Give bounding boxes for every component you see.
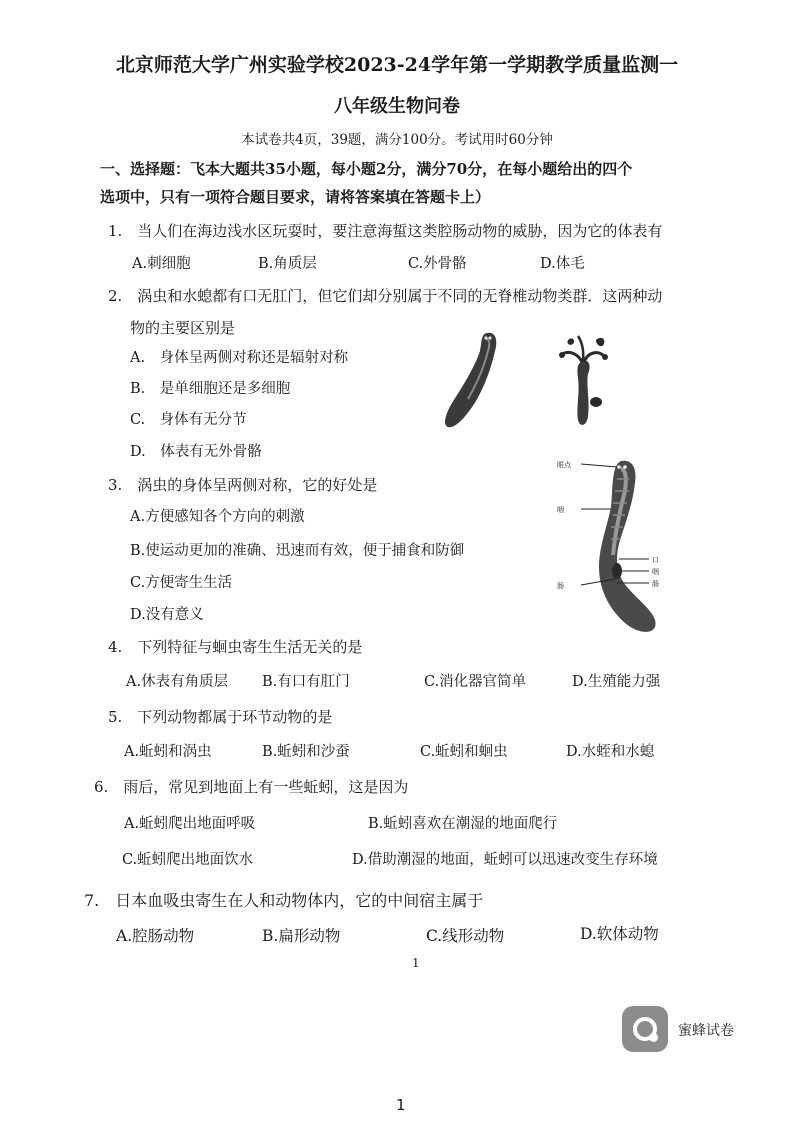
label-gut-small: 肠	[652, 580, 659, 588]
label-pharynx-small: 咽	[652, 568, 659, 576]
exam-title: 北京师范大学广州实验学校2023-24学年第一学期教学质量监测一	[115, 54, 679, 76]
question-4-stem: 4. 下列特征与蛔虫寄生生活无关的是	[108, 638, 363, 656]
question-3-option-c: C.方便寄生生活	[130, 575, 233, 591]
question-2-option-b: B. 是单细胞还是多细胞	[130, 381, 291, 397]
section-heading-line2: 选项中，只有一项符合题目要求，请将答案填在答题卡上）	[100, 188, 491, 206]
question-2-stem: 2. 涡虫和水螅都有口无肛门，但它们却分别属于不同的无脊椎动物类群．这两种动	[108, 287, 663, 305]
question-3-stem: 3. 涡虫的身体呈两侧对称，它的好处是	[108, 476, 378, 494]
question-5-option-c: C.蚯蚓和蛔虫	[420, 744, 508, 760]
question-4-option-a: A.休表有角质层	[126, 674, 229, 690]
question-1-stem: 1. 当人们在海边浅水区玩耍时，要注意海蜇这类腔肠动物的威胁，因为它的体表有	[108, 222, 663, 240]
label-gut: 肠	[557, 582, 564, 590]
exam-info: 本试卷共4页，39题，满分100分。考试用时60分钟	[241, 132, 553, 148]
question-2-stem-cont: 物的主要区别是	[130, 319, 236, 337]
question-1-option-b: B.角质层	[258, 256, 317, 272]
question-6-option-b: B.蚯蚓喜欢在潮湿的地面爬行	[368, 816, 558, 832]
hydra-figure	[548, 328, 618, 438]
label-mouth: 口	[652, 556, 659, 564]
question-1-option-a: A.刺细胞	[132, 256, 191, 272]
question-6-option-c: C.蚯蚓爬出地面饮水	[122, 852, 254, 868]
question-3-option-b: B.使运动更加的准确、迅速而有效，便于捕食和防御	[130, 543, 465, 559]
page-number: 1	[396, 1096, 406, 1114]
question-6-option-a: A.蚯蚓爬出地面呼吸	[124, 816, 256, 832]
question-4-option-b: B.有口有肛门	[262, 674, 350, 690]
question-2-option-d: D. 体表有无外骨骼	[130, 444, 262, 460]
question-2-option-c: C. 身体有无分节	[130, 412, 247, 428]
question-1-option-d: D.体毛	[540, 256, 585, 272]
question-7-option-d: D.软体动物	[580, 925, 659, 943]
label-pharynx: 咽	[557, 506, 564, 514]
question-3-option-d: D.没有意义	[130, 607, 204, 623]
brand-name: 蜜蜂试卷	[678, 1023, 734, 1039]
question-5-option-d: D.水蛭和水螅	[566, 744, 655, 760]
label-eyespot: 眼点	[557, 461, 571, 469]
question-5-stem: 5. 下列动物都属于环节动物的是	[108, 708, 333, 726]
question-5-option-a: A.蚯蚓和涡虫	[124, 744, 212, 760]
question-3-option-a: A.方便感知各个方向的刺激	[130, 509, 305, 525]
question-2-option-a: A. 身体呈两侧对称还是辐射对称	[130, 350, 349, 366]
question-7-stem: 7. 日本血吸虫寄生在人和动物体内，它的中间宿主属于	[84, 891, 484, 910]
question-4-option-d: D.生殖能力强	[572, 674, 661, 690]
planarian-figure	[440, 325, 520, 440]
brand-logo-icon	[622, 1006, 668, 1052]
question-4-option-c: C.消化器官简单	[424, 674, 527, 690]
question-7-option-b: B.扁形动物	[262, 927, 341, 945]
question-7-option-a: A.腔肠动物	[116, 927, 195, 945]
inner-page-number: 1	[412, 956, 420, 970]
question-5-option-b: B.蚯蚓和沙蚕	[262, 744, 350, 760]
question-6-stem: 6. 雨后，常见到地面上有一些蚯蚓，这是因为	[94, 778, 409, 796]
question-1-option-c: C.外骨骼	[408, 256, 467, 272]
planarian-anatomy-figure	[555, 455, 685, 640]
section-heading-line1: 一、选择题：飞本大题共35小题，每小题2分，满分70分，在每小题给出的四个	[100, 160, 633, 178]
question-7-option-c: C.线形动物	[426, 927, 505, 945]
question-6-option-d: D.借助潮湿的地面，蚯蚓可以迅速改变生存环境	[352, 852, 658, 868]
exam-subtitle: 八年级生物问卷	[334, 96, 460, 117]
